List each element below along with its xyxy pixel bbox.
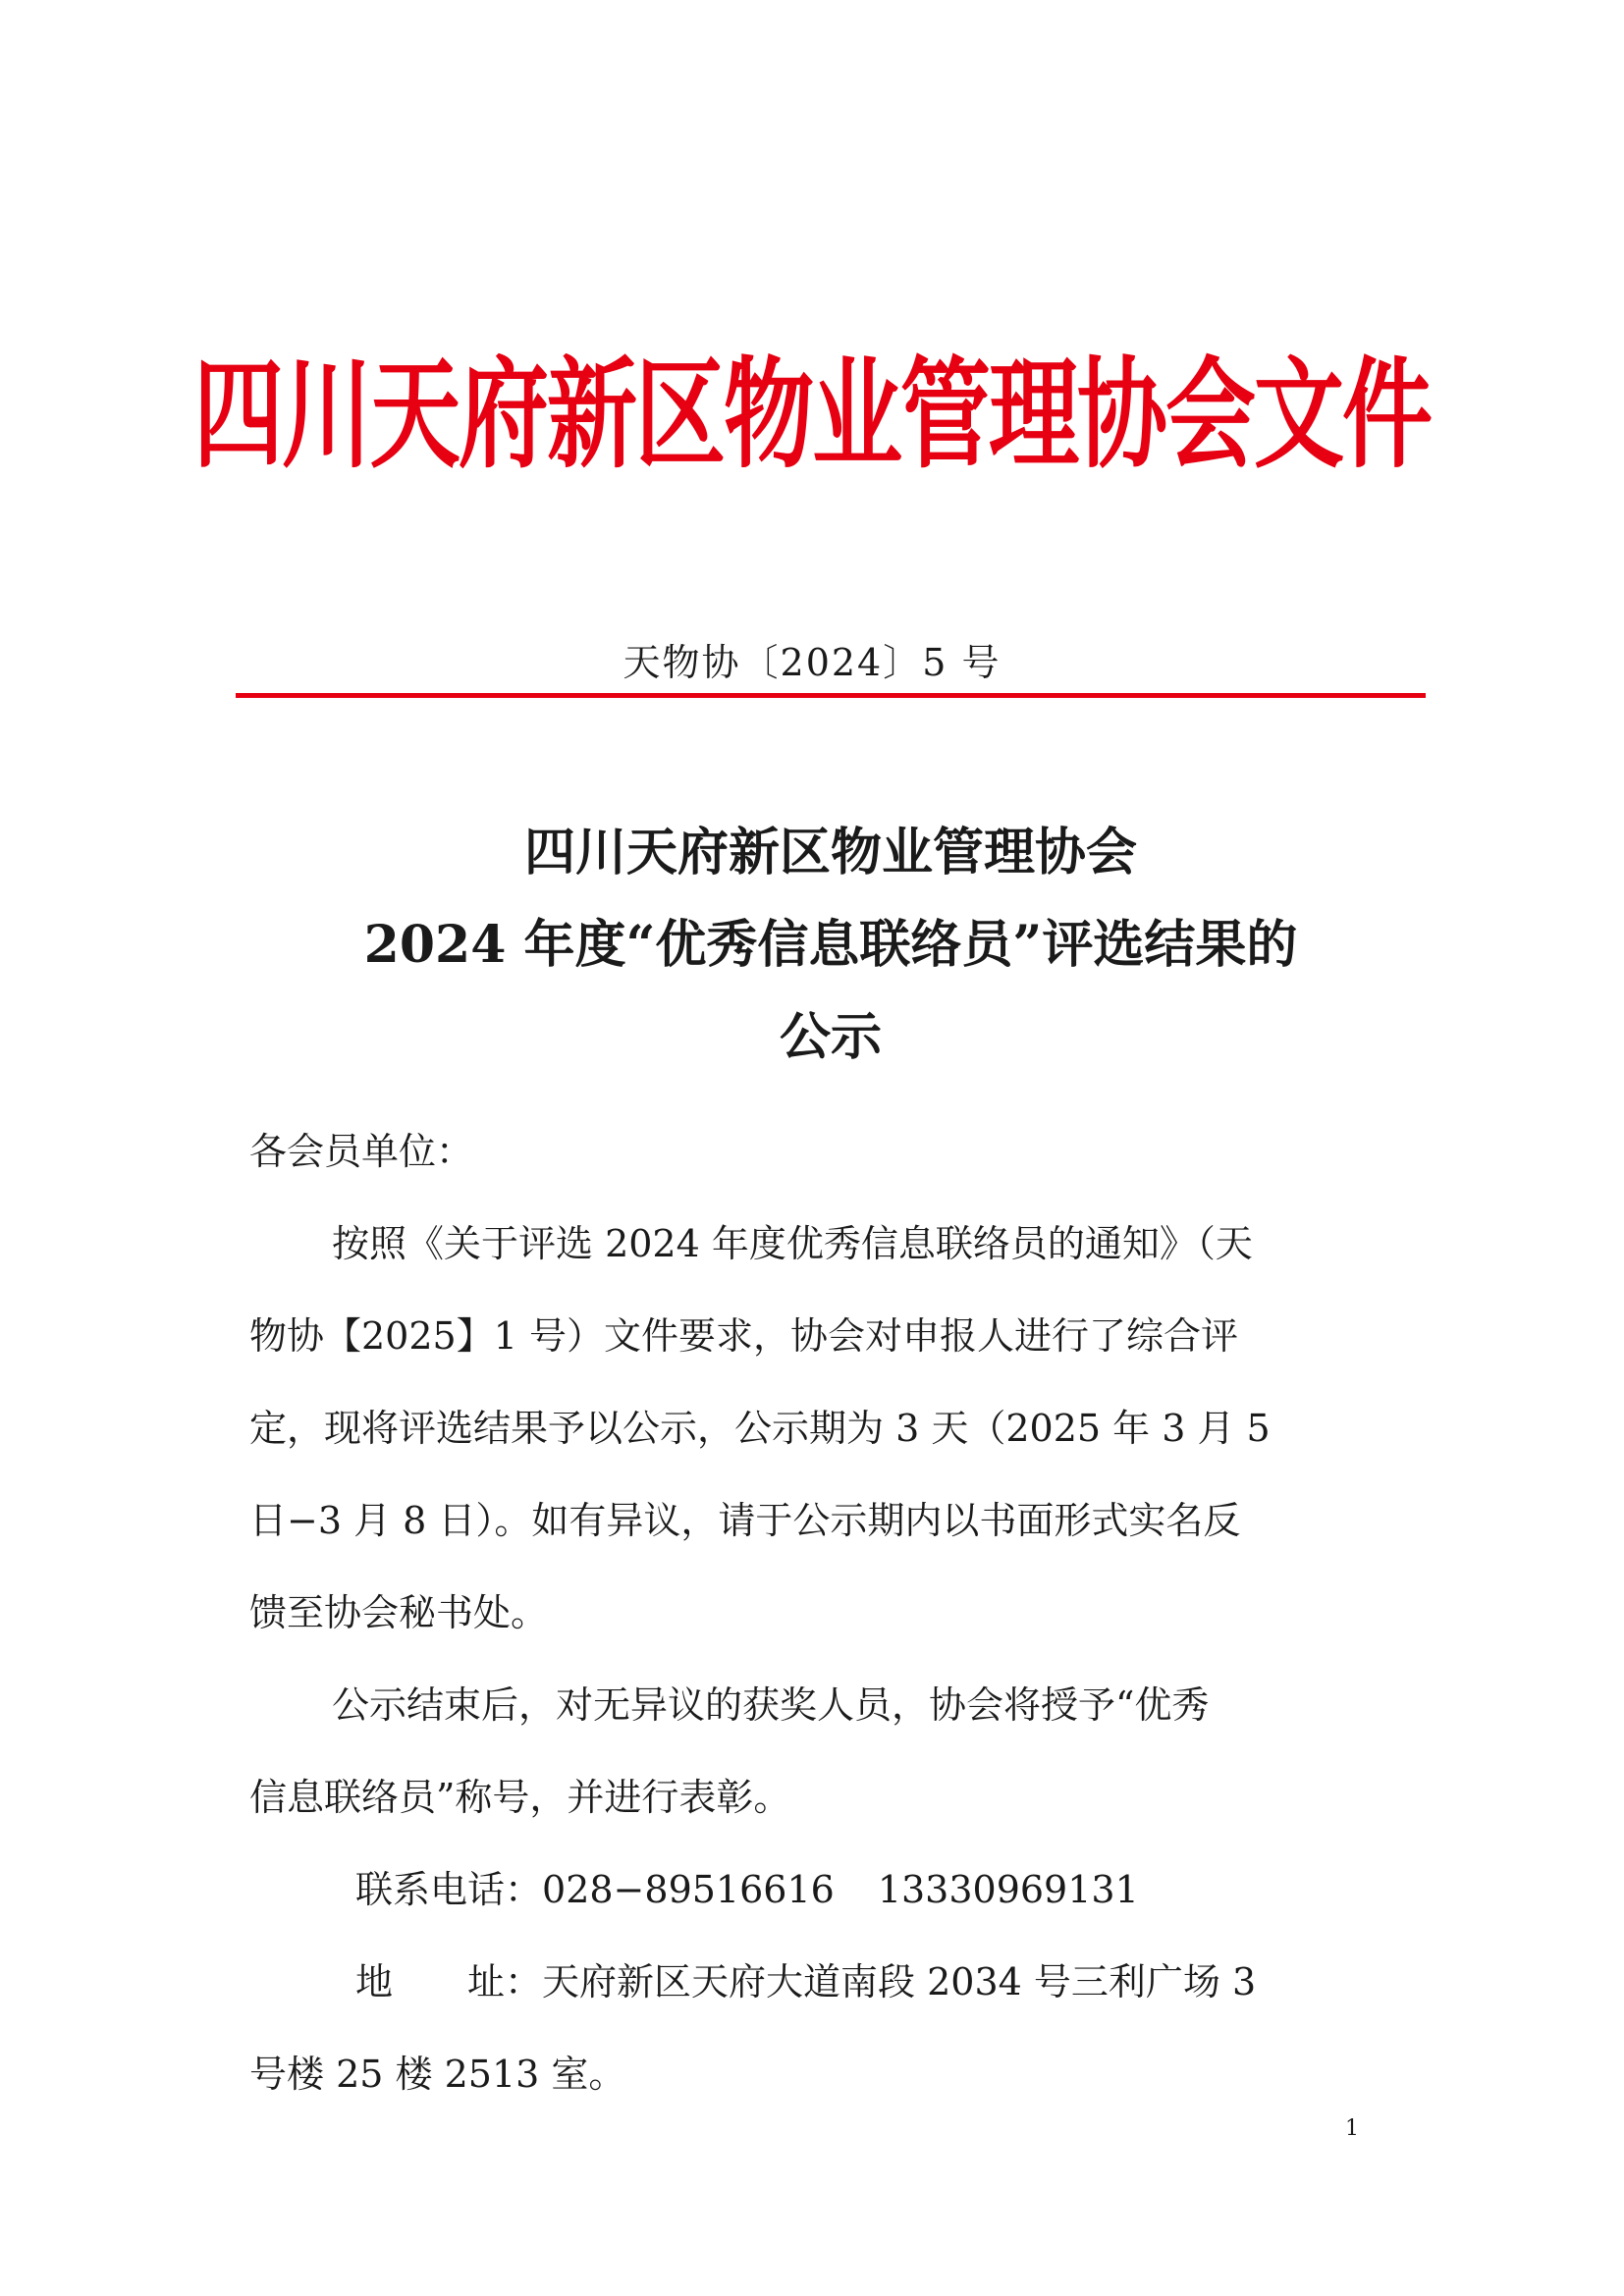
contact-address — [249, 1936, 1369, 2028]
paragraph-announcement — [249, 1198, 1369, 1659]
title-line-2: 2024 年度“优秀信息联络员”评选结果的 — [363, 915, 1298, 975]
contact-phone — [249, 1843, 1369, 1936]
page-number: 1 — [1345, 2116, 1359, 2141]
paragraph-line: 信息联络员”称号，并进行表彰。 — [249, 1776, 791, 1819]
paragraph-line: 物协【2025】1 号）文件要求，协会对申报人进行了综合评 — [249, 1314, 1238, 1358]
notice-body — [249, 1105, 1369, 2120]
paragraph-line: 日−3 月 8 日）。如有异议，请于公示期内以书面形式实名反 — [249, 1499, 1241, 1542]
paragraph-line: 公示结束后，对无异议的获奖人员，协会将授予“优秀 — [332, 1683, 1210, 1727]
address-line-2: 号楼 25 楼 2513 室。 — [249, 2053, 626, 2096]
red-divider-line — [236, 693, 1426, 698]
notice-title — [236, 807, 1426, 1084]
paragraph-line: 定，现将评选结果予以公示，公示期为 3 天（2025 年 3 月 5 — [249, 1407, 1271, 1450]
address-label: 地 址： — [355, 1960, 543, 2003]
phone-label: 联系电话： — [355, 1868, 543, 1911]
paragraph-line: 按照《关于评选 2024 年度优秀信息联络员的通知》（天 — [332, 1222, 1253, 1265]
masthead-title: 四川天府新区物业管理协会文件 — [192, 346, 1431, 485]
paragraph-line: 馈至协会秘书处。 — [249, 1591, 549, 1634]
paragraph-award — [249, 1659, 1369, 1843]
title-line-1: 四川天府新区物业管理协会 — [523, 823, 1137, 882]
address-line-1: 天府新区天府大道南段 2034 号三利广场 3 — [542, 1960, 1257, 2003]
phone-number-1: 028−89516616 — [542, 1868, 835, 1911]
salutation: 各会员单位： — [249, 1130, 474, 1173]
document-number: 天物协〔2024〕5 号 — [623, 641, 1001, 684]
title-line-3: 公示 — [779, 1007, 882, 1067]
phone-number-2: 13330969131 — [877, 1868, 1139, 1911]
